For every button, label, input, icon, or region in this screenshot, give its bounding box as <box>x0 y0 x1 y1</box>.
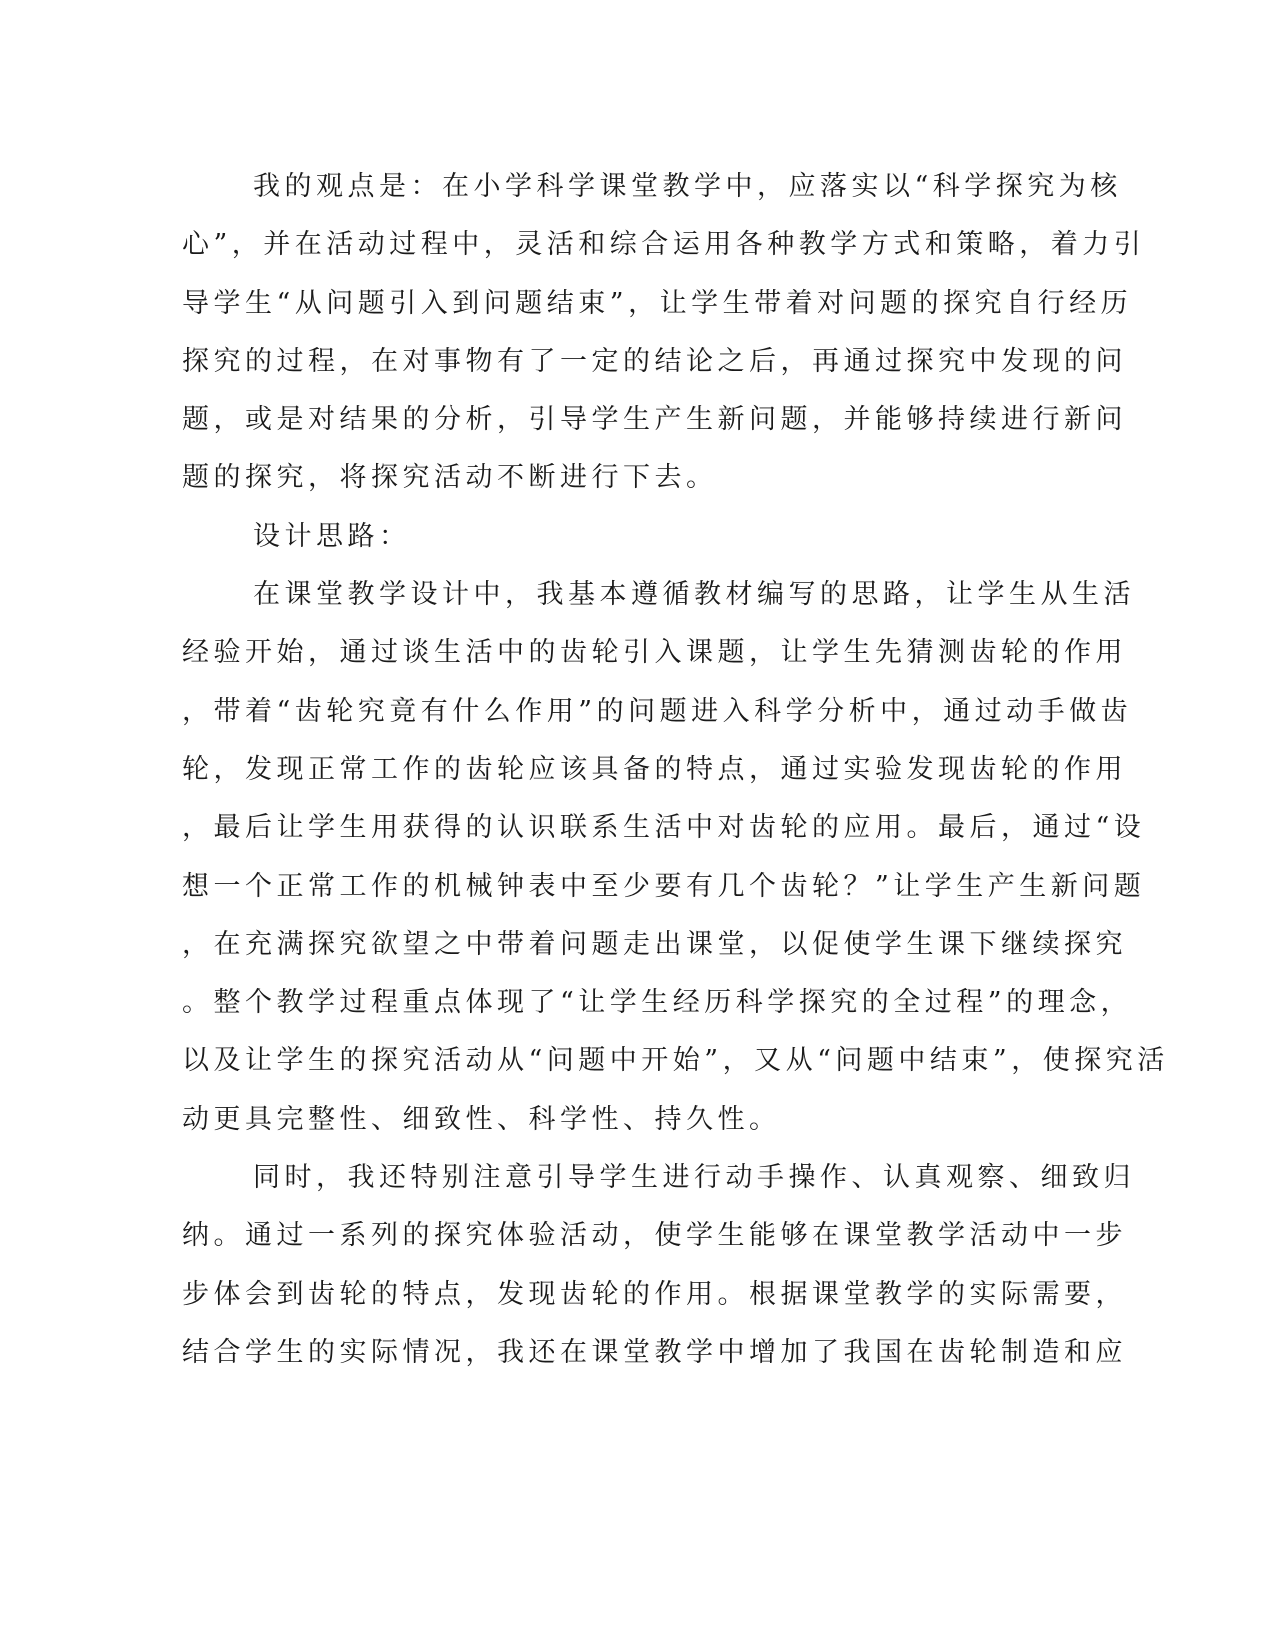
paragraph-design-line-5: ，最后让学生用获得的认识联系生活中对齿轮的应用。最后，通过“设 <box>182 812 1146 844</box>
paragraph-design-line-10: 动更具完整性、细致性、科学性、持久性。 <box>182 1103 781 1135</box>
paragraph-design-line-2: 经验开始，通过谈生活中的齿轮引入课题，让学生先猜测齿轮的作用 <box>182 637 1127 669</box>
paragraph-meanwhile-line-4: 结合学生的实际情况，我还在课堂教学中增加了我国在齿轮制造和应 <box>182 1336 1127 1368</box>
paragraph-viewpoint-line-1: 我的观点是：在小学科学课堂教学中，应落实以“科学探究为核 <box>253 171 1122 202</box>
paragraph-meanwhile-line-3: 步体会到齿轮的特点，发现齿轮的作用。根据课堂教学的实际需要， <box>182 1278 1127 1310</box>
paragraph-viewpoint-line-6: 题的探究，将探究活动不断进行下去。 <box>182 462 718 494</box>
paragraph-meanwhile-line-2: 纳。通过一系列的探究体验活动，使学生能够在课堂教学活动中一步 <box>182 1220 1127 1252</box>
paragraph-design-line-9: 以及让学生的探究活动从“问题中开始”，又从“问题中结束”，使探究活 <box>182 1045 1169 1077</box>
paragraph-design-line-6: 想一个正常工作的机械钟表中至少要有几个齿轮？”让学生产生新问题 <box>182 870 1146 902</box>
document-body <box>182 158 1169 1382</box>
paragraph-viewpoint-line-2: 心”，并在活动过程中，灵活和综合运用各种教学方式和策略，着力引 <box>182 229 1146 261</box>
paragraph-viewpoint-line-4: 探究的过程，在对事物有了一定的结论之后，再通过探究中发现的问 <box>182 345 1127 377</box>
section-heading-design: 设计思路： <box>253 520 411 552</box>
paragraph-design-line-4: 轮，发现正常工作的齿轮应该具备的特点，通过实验发现齿轮的作用 <box>182 753 1127 785</box>
paragraph-design-line-1: 在课堂教学设计中，我基本遵循教材编写的思路，让学生从生活 <box>253 579 1135 611</box>
paragraph-design-line-3: ，带着“齿轮究竟有什么作用”的问题进入科学分析中，通过动手做齿 <box>182 695 1133 727</box>
paragraph-design-line-8: 。整个教学过程重点体现了“让学生经历科学探究的全过程”的理念， <box>182 987 1133 1019</box>
paragraph-meanwhile-line-1: 同时，我还特别注意引导学生进行动手操作、认真观察、细致归 <box>253 1162 1135 1194</box>
paragraph-design-line-7: ，在充满探究欲望之中带着问题走出课堂，以促使学生课下继续探究 <box>182 928 1127 960</box>
paragraph-viewpoint-line-5: 题，或是对结果的分析，引导学生产生新问题，并能够持续进行新问 <box>182 404 1127 436</box>
paragraph-viewpoint-line-3: 导学生“从问题引入到问题结束”，让学生带着对问题的探究自行经历 <box>182 287 1133 319</box>
